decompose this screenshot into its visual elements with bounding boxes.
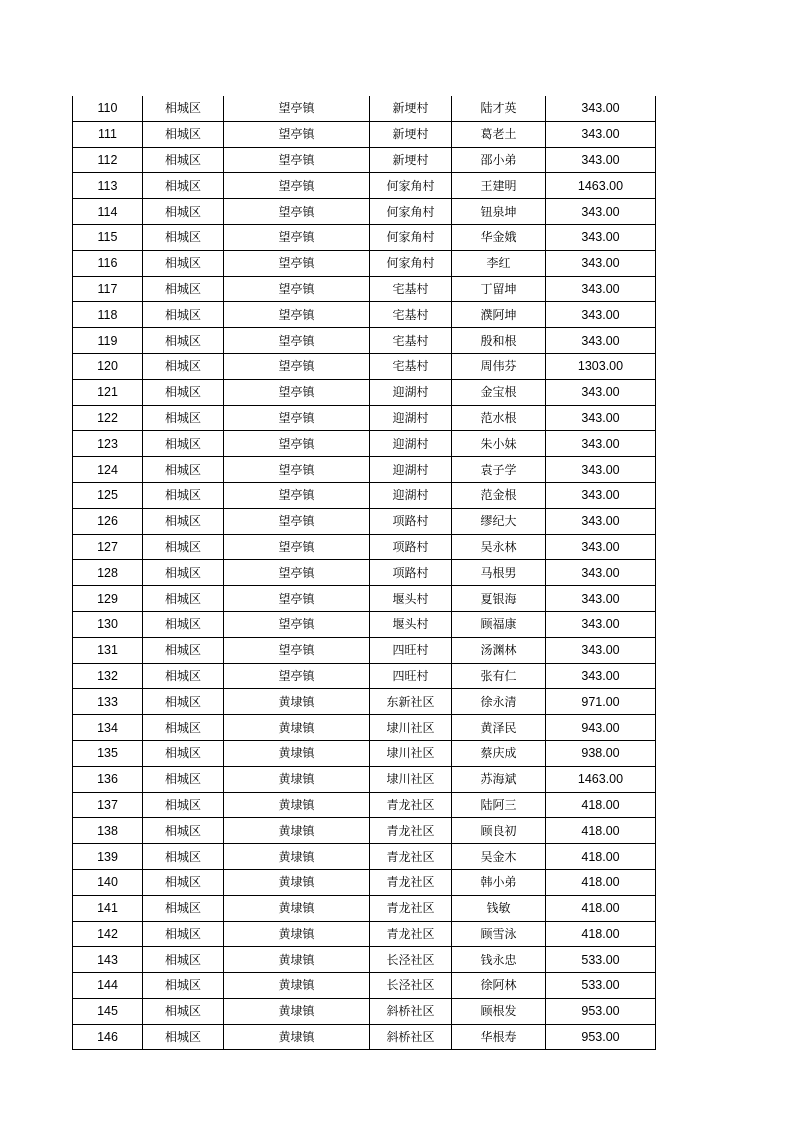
district-cell: 相城区 [143, 534, 224, 560]
village-cell: 迎湖村 [370, 482, 452, 508]
person-name-cell: 陆阿三 [452, 792, 546, 818]
row-number-cell: 127 [73, 534, 143, 560]
district-cell: 相城区 [143, 715, 224, 741]
district-cell: 相城区 [143, 947, 224, 973]
amount-cell: 1303.00 [546, 353, 656, 379]
table-row [73, 508, 656, 534]
village-cell: 四旺村 [370, 663, 452, 689]
amount-cell: 343.00 [546, 147, 656, 173]
amount-cell: 533.00 [546, 973, 656, 999]
district-cell: 相城区 [143, 921, 224, 947]
person-name-cell: 钱敏 [452, 895, 546, 921]
table-row [73, 895, 656, 921]
district-cell: 相城区 [143, 818, 224, 844]
village-cell: 宅基村 [370, 302, 452, 328]
table-row [73, 766, 656, 792]
village-cell: 斜桥社区 [370, 1024, 452, 1050]
table-row [73, 844, 656, 870]
table-row [73, 250, 656, 276]
row-number-cell: 131 [73, 637, 143, 663]
amount-cell: 343.00 [546, 663, 656, 689]
town-cell: 黄埭镇 [224, 689, 370, 715]
row-number-cell: 120 [73, 353, 143, 379]
person-name-cell: 吴金木 [452, 844, 546, 870]
row-number-cell: 136 [73, 766, 143, 792]
town-cell: 黄埭镇 [224, 1024, 370, 1050]
table-row [73, 96, 656, 121]
village-cell: 青龙社区 [370, 792, 452, 818]
person-name-cell: 范金根 [452, 482, 546, 508]
person-name-cell: 徐永清 [452, 689, 546, 715]
table-row [73, 869, 656, 895]
table-row [73, 973, 656, 999]
village-cell: 长泾社区 [370, 947, 452, 973]
district-cell: 相城区 [143, 560, 224, 586]
town-cell: 望亭镇 [224, 353, 370, 379]
village-cell: 宅基村 [370, 276, 452, 302]
town-cell: 望亭镇 [224, 611, 370, 637]
amount-cell: 343.00 [546, 250, 656, 276]
amount-cell: 343.00 [546, 534, 656, 560]
town-cell: 望亭镇 [224, 637, 370, 663]
person-name-cell: 顾雪泳 [452, 921, 546, 947]
row-number-cell: 137 [73, 792, 143, 818]
row-number-cell: 114 [73, 199, 143, 225]
table-row [73, 302, 656, 328]
town-cell: 黄埭镇 [224, 895, 370, 921]
district-cell: 相城区 [143, 96, 224, 121]
row-number-cell: 118 [73, 302, 143, 328]
village-cell: 项路村 [370, 508, 452, 534]
row-number-cell: 134 [73, 715, 143, 741]
district-cell: 相城区 [143, 869, 224, 895]
amount-cell: 418.00 [546, 921, 656, 947]
table-row [73, 586, 656, 612]
row-number-cell: 112 [73, 147, 143, 173]
town-cell: 望亭镇 [224, 482, 370, 508]
amount-cell: 1463.00 [546, 766, 656, 792]
town-cell: 黄埭镇 [224, 740, 370, 766]
village-cell: 何家角村 [370, 199, 452, 225]
district-cell: 相城区 [143, 895, 224, 921]
row-number-cell: 122 [73, 405, 143, 431]
person-name-cell: 邵小弟 [452, 147, 546, 173]
person-name-cell: 周伟芬 [452, 353, 546, 379]
amount-cell: 343.00 [546, 586, 656, 612]
district-cell: 相城区 [143, 224, 224, 250]
table-row [73, 792, 656, 818]
data-table [72, 96, 656, 1050]
person-name-cell: 韩小弟 [452, 869, 546, 895]
person-name-cell: 吴永林 [452, 534, 546, 560]
table-row [73, 921, 656, 947]
person-name-cell: 汤渊林 [452, 637, 546, 663]
amount-cell: 1463.00 [546, 173, 656, 199]
row-number-cell: 116 [73, 250, 143, 276]
village-cell: 新埂村 [370, 147, 452, 173]
amount-cell: 418.00 [546, 895, 656, 921]
district-cell: 相城区 [143, 586, 224, 612]
village-cell: 青龙社区 [370, 818, 452, 844]
row-number-cell: 143 [73, 947, 143, 973]
row-number-cell: 110 [73, 96, 143, 121]
town-cell: 黄埭镇 [224, 947, 370, 973]
table-row [73, 611, 656, 637]
table-row [73, 431, 656, 457]
row-number-cell: 129 [73, 586, 143, 612]
town-cell: 望亭镇 [224, 276, 370, 302]
row-number-cell: 140 [73, 869, 143, 895]
table-row [73, 173, 656, 199]
table-row [73, 121, 656, 147]
district-cell: 相城区 [143, 1024, 224, 1050]
village-cell: 堰头村 [370, 586, 452, 612]
amount-cell: 533.00 [546, 947, 656, 973]
person-name-cell: 袁子学 [452, 457, 546, 483]
amount-cell: 343.00 [546, 276, 656, 302]
person-name-cell: 王建明 [452, 173, 546, 199]
village-cell: 青龙社区 [370, 844, 452, 870]
town-cell: 黄埭镇 [224, 818, 370, 844]
person-name-cell: 华根寿 [452, 1024, 546, 1050]
amount-cell: 343.00 [546, 199, 656, 225]
town-cell: 望亭镇 [224, 173, 370, 199]
town-cell: 望亭镇 [224, 121, 370, 147]
person-name-cell: 钱永忠 [452, 947, 546, 973]
village-cell: 迎湖村 [370, 379, 452, 405]
town-cell: 望亭镇 [224, 586, 370, 612]
amount-cell: 343.00 [546, 328, 656, 354]
person-name-cell: 金宝根 [452, 379, 546, 405]
amount-cell: 343.00 [546, 121, 656, 147]
person-name-cell: 陆才英 [452, 96, 546, 121]
person-name-cell: 蔡庆成 [452, 740, 546, 766]
district-cell: 相城区 [143, 508, 224, 534]
row-number-cell: 119 [73, 328, 143, 354]
district-cell: 相城区 [143, 766, 224, 792]
town-cell: 望亭镇 [224, 147, 370, 173]
district-cell: 相城区 [143, 637, 224, 663]
row-number-cell: 133 [73, 689, 143, 715]
person-name-cell: 徐阿林 [452, 973, 546, 999]
table-row [73, 947, 656, 973]
person-name-cell: 夏银海 [452, 586, 546, 612]
row-number-cell: 117 [73, 276, 143, 302]
table-row [73, 560, 656, 586]
row-number-cell: 139 [73, 844, 143, 870]
row-number-cell: 142 [73, 921, 143, 947]
person-name-cell: 苏海斌 [452, 766, 546, 792]
town-cell: 黄埭镇 [224, 766, 370, 792]
district-cell: 相城区 [143, 689, 224, 715]
row-number-cell: 111 [73, 121, 143, 147]
row-number-cell: 123 [73, 431, 143, 457]
village-cell: 宅基村 [370, 328, 452, 354]
district-cell: 相城区 [143, 173, 224, 199]
amount-cell: 343.00 [546, 431, 656, 457]
district-cell: 相城区 [143, 353, 224, 379]
town-cell: 望亭镇 [224, 379, 370, 405]
town-cell: 望亭镇 [224, 508, 370, 534]
table-row [73, 689, 656, 715]
amount-cell: 418.00 [546, 844, 656, 870]
person-name-cell: 钮泉坤 [452, 199, 546, 225]
town-cell: 黄埭镇 [224, 715, 370, 741]
town-cell: 黄埭镇 [224, 792, 370, 818]
village-cell: 项路村 [370, 534, 452, 560]
district-cell: 相城区 [143, 792, 224, 818]
row-number-cell: 135 [73, 740, 143, 766]
person-name-cell: 顾福康 [452, 611, 546, 637]
village-cell: 四旺村 [370, 637, 452, 663]
district-cell: 相城区 [143, 147, 224, 173]
amount-cell: 343.00 [546, 482, 656, 508]
village-cell: 堰头村 [370, 611, 452, 637]
district-cell: 相城区 [143, 482, 224, 508]
village-cell: 青龙社区 [370, 921, 452, 947]
table-body [73, 96, 656, 1050]
row-number-cell: 144 [73, 973, 143, 999]
district-cell: 相城区 [143, 121, 224, 147]
amount-cell: 343.00 [546, 457, 656, 483]
person-name-cell: 顾根发 [452, 998, 546, 1024]
town-cell: 黄埭镇 [224, 973, 370, 999]
person-name-cell: 葛老土 [452, 121, 546, 147]
person-name-cell: 濮阿坤 [452, 302, 546, 328]
town-cell: 望亭镇 [224, 199, 370, 225]
district-cell: 相城区 [143, 276, 224, 302]
village-cell: 迎湖村 [370, 457, 452, 483]
table-row [73, 353, 656, 379]
amount-cell: 343.00 [546, 96, 656, 121]
amount-cell: 343.00 [546, 379, 656, 405]
district-cell: 相城区 [143, 302, 224, 328]
district-cell: 相城区 [143, 379, 224, 405]
row-number-cell: 141 [73, 895, 143, 921]
table-row [73, 740, 656, 766]
village-cell: 项路村 [370, 560, 452, 586]
person-name-cell: 马根男 [452, 560, 546, 586]
table-row [73, 224, 656, 250]
town-cell: 望亭镇 [224, 250, 370, 276]
amount-cell: 418.00 [546, 792, 656, 818]
district-cell: 相城区 [143, 431, 224, 457]
district-cell: 相城区 [143, 199, 224, 225]
table-row [73, 818, 656, 844]
amount-cell: 343.00 [546, 302, 656, 328]
amount-cell: 953.00 [546, 998, 656, 1024]
village-cell: 埭川社区 [370, 715, 452, 741]
district-cell: 相城区 [143, 328, 224, 354]
village-cell: 新埂村 [370, 121, 452, 147]
town-cell: 黄埭镇 [224, 998, 370, 1024]
row-number-cell: 126 [73, 508, 143, 534]
village-cell: 何家角村 [370, 224, 452, 250]
table-row [73, 482, 656, 508]
district-cell: 相城区 [143, 973, 224, 999]
amount-cell: 418.00 [546, 869, 656, 895]
person-name-cell: 缪纪大 [452, 508, 546, 534]
town-cell: 黄埭镇 [224, 921, 370, 947]
amount-cell: 971.00 [546, 689, 656, 715]
district-cell: 相城区 [143, 405, 224, 431]
amount-cell: 343.00 [546, 611, 656, 637]
person-name-cell: 黄泽民 [452, 715, 546, 741]
district-cell: 相城区 [143, 457, 224, 483]
district-cell: 相城区 [143, 740, 224, 766]
village-cell: 迎湖村 [370, 431, 452, 457]
town-cell: 望亭镇 [224, 328, 370, 354]
table-row [73, 379, 656, 405]
amount-cell: 343.00 [546, 560, 656, 586]
person-name-cell: 华金娥 [452, 224, 546, 250]
table-row [73, 199, 656, 225]
table-row [73, 457, 656, 483]
village-cell: 东新社区 [370, 689, 452, 715]
town-cell: 黄埭镇 [224, 869, 370, 895]
row-number-cell: 121 [73, 379, 143, 405]
row-number-cell: 115 [73, 224, 143, 250]
village-cell: 何家角村 [370, 250, 452, 276]
district-cell: 相城区 [143, 844, 224, 870]
town-cell: 望亭镇 [224, 560, 370, 586]
town-cell: 望亭镇 [224, 663, 370, 689]
table-row [73, 663, 656, 689]
person-name-cell: 殷和根 [452, 328, 546, 354]
table-row [73, 328, 656, 354]
person-name-cell: 顾良初 [452, 818, 546, 844]
person-name-cell: 张有仁 [452, 663, 546, 689]
row-number-cell: 146 [73, 1024, 143, 1050]
village-cell: 长泾社区 [370, 973, 452, 999]
village-cell: 新埂村 [370, 96, 452, 121]
row-number-cell: 145 [73, 998, 143, 1024]
row-number-cell: 125 [73, 482, 143, 508]
row-number-cell: 128 [73, 560, 143, 586]
amount-cell: 943.00 [546, 715, 656, 741]
town-cell: 望亭镇 [224, 457, 370, 483]
table-row [73, 715, 656, 741]
row-number-cell: 130 [73, 611, 143, 637]
amount-cell: 343.00 [546, 508, 656, 534]
town-cell: 望亭镇 [224, 224, 370, 250]
amount-cell: 343.00 [546, 637, 656, 663]
table-row [73, 276, 656, 302]
town-cell: 望亭镇 [224, 534, 370, 560]
town-cell: 望亭镇 [224, 96, 370, 121]
person-name-cell: 范水根 [452, 405, 546, 431]
table-row [73, 147, 656, 173]
amount-cell: 343.00 [546, 224, 656, 250]
person-name-cell: 李红 [452, 250, 546, 276]
amount-cell: 343.00 [546, 405, 656, 431]
row-number-cell: 124 [73, 457, 143, 483]
person-name-cell: 丁留坤 [452, 276, 546, 302]
town-cell: 望亭镇 [224, 431, 370, 457]
village-cell: 埭川社区 [370, 740, 452, 766]
district-cell: 相城区 [143, 611, 224, 637]
row-number-cell: 138 [73, 818, 143, 844]
table-row [73, 637, 656, 663]
district-cell: 相城区 [143, 998, 224, 1024]
amount-cell: 418.00 [546, 818, 656, 844]
village-cell: 埭川社区 [370, 766, 452, 792]
table-row [73, 998, 656, 1024]
amount-cell: 938.00 [546, 740, 656, 766]
person-name-cell: 朱小妹 [452, 431, 546, 457]
village-cell: 青龙社区 [370, 895, 452, 921]
town-cell: 望亭镇 [224, 302, 370, 328]
district-cell: 相城区 [143, 663, 224, 689]
district-cell: 相城区 [143, 250, 224, 276]
village-cell: 迎湖村 [370, 405, 452, 431]
row-number-cell: 132 [73, 663, 143, 689]
amount-cell: 953.00 [546, 1024, 656, 1050]
village-cell: 青龙社区 [370, 869, 452, 895]
table-row [73, 1024, 656, 1050]
village-cell: 斜桥社区 [370, 998, 452, 1024]
village-cell: 何家角村 [370, 173, 452, 199]
table-row [73, 405, 656, 431]
row-number-cell: 113 [73, 173, 143, 199]
village-cell: 宅基村 [370, 353, 452, 379]
town-cell: 黄埭镇 [224, 844, 370, 870]
town-cell: 望亭镇 [224, 405, 370, 431]
table-row [73, 534, 656, 560]
